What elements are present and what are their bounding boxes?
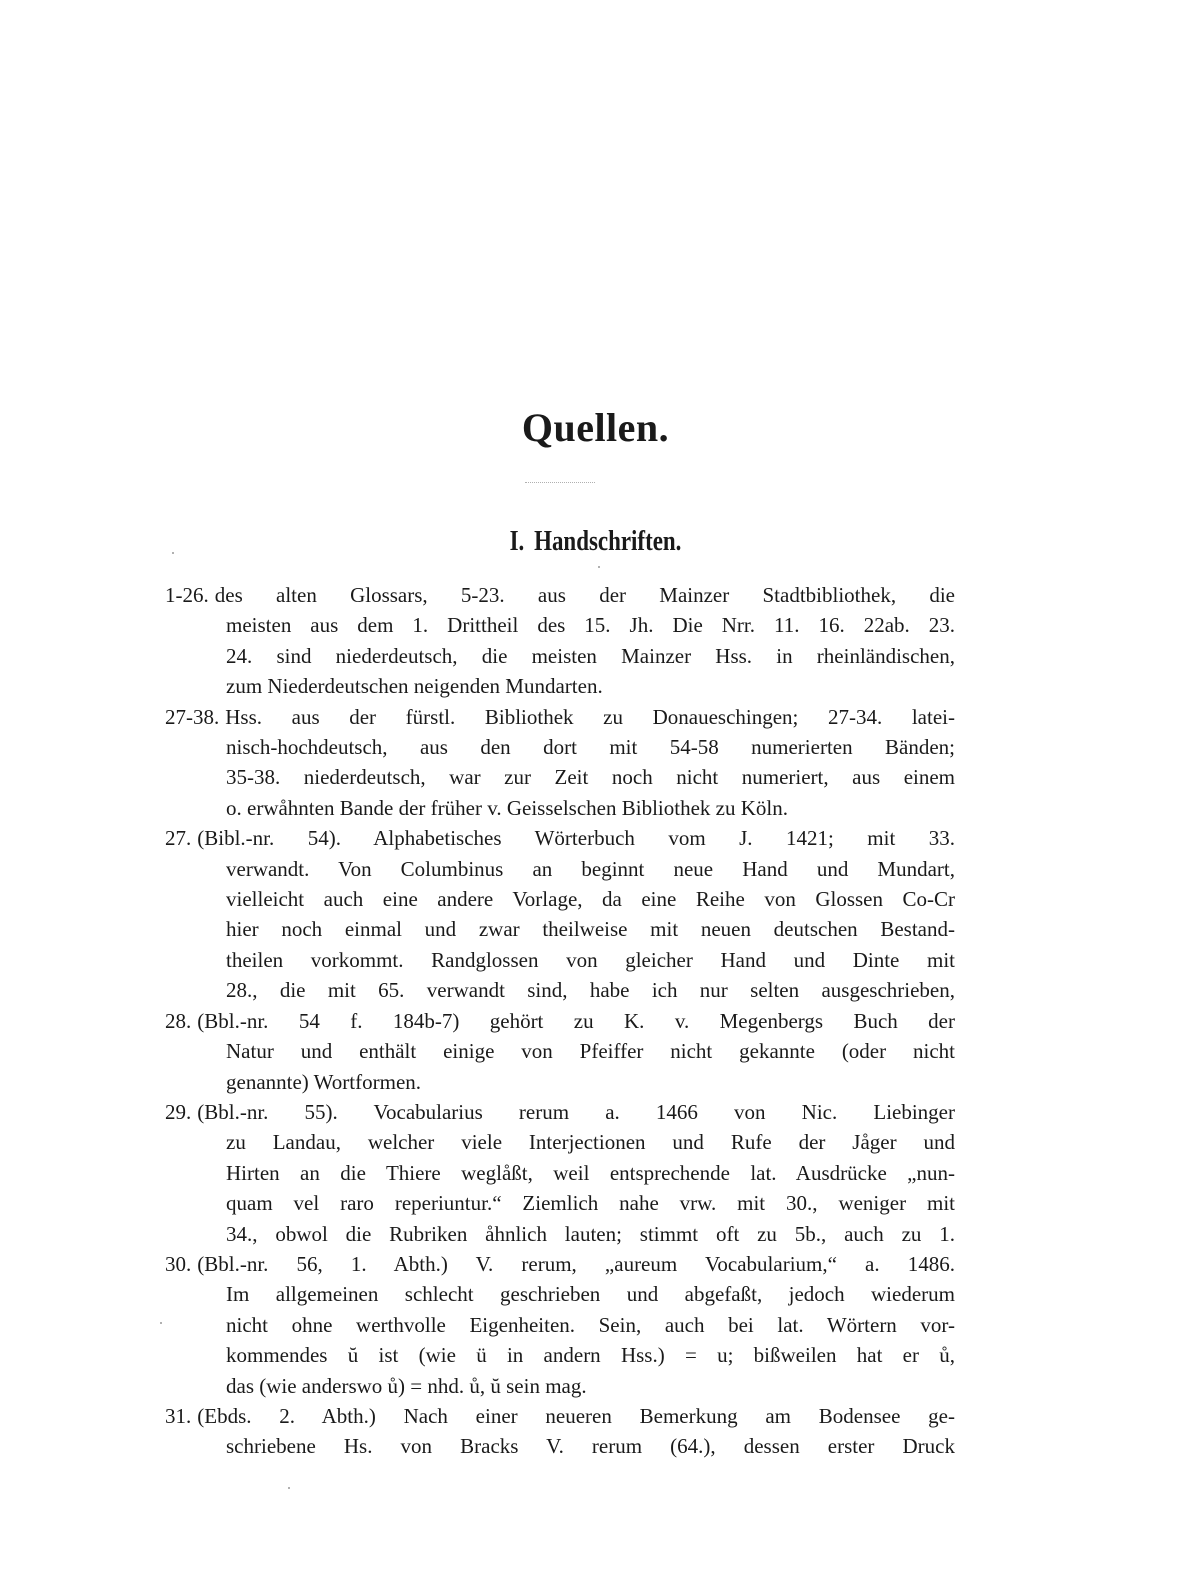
- entry-line: 31. (Ebds. 2. Abth.) Nach einer neueren Bemerkung am Bodensee ge-: [165, 1403, 955, 1428]
- entry-line: nisch-hochdeutsch, aus den dort mit 54-58 numerierten Bänden;: [226, 735, 955, 760]
- entry-number: 29.: [165, 1099, 192, 1124]
- entry-list: [165, 580, 955, 1462]
- entry-line: 27-38. Hss. aus der fürstl. Bibliothek zu Donaueschingen; 27-34. latei-: [165, 704, 955, 729]
- entry-line: 34., obwol die Rubriken åhnlich lauten; stimmt oft zu 5b., auch zu 1.: [226, 1221, 955, 1246]
- entry-number: 1-26.: [165, 583, 209, 607]
- entry-line: nicht ohne werthvolle Eigenheiten. Sein, auch bei lat. Wörtern vor-: [226, 1312, 955, 1337]
- entry: [165, 1097, 955, 1249]
- scan-speck: [288, 1487, 290, 1489]
- entry-line: vielleicht auch eine andere Vorlage, da eine Reihe von Glossen Co-Cr: [226, 887, 955, 912]
- entry-line: quam vel raro reperiuntur.“ Ziemlich nahe vrw. mit 30., weniger mit: [226, 1191, 955, 1216]
- entry-number: 30.: [165, 1251, 192, 1276]
- entry: [165, 580, 955, 702]
- scan-speck: [598, 566, 600, 568]
- entry-line: 24. sind niederdeutsch, die meisten Mainzer Hss. in rheinländischen,: [226, 643, 955, 668]
- section-title: Handschriften.: [534, 526, 682, 557]
- entry-line: 1-26. des alten Glossars, 5-23. aus der Mainzer Stadtbibliothek, die: [165, 583, 955, 607]
- entry-number: 27-38.: [165, 704, 220, 729]
- entry: [165, 823, 955, 1005]
- entry-line: theilen vorkommt. Randglossen von gleicher Hand und Dinte mit: [226, 947, 955, 972]
- entry-number: 28.: [165, 1008, 192, 1033]
- scan-speck: [160, 1322, 162, 1324]
- entry-line: meisten aus dem 1. Drittheil des 15. Jh. Die Nrr. 11. 16. 22ab. 23.: [226, 613, 955, 638]
- scan-speck: [172, 552, 174, 554]
- section-heading: [107, 526, 1084, 558]
- entry-line: Natur und enthält einige von Pfeiffer nicht gekannte (oder nicht: [226, 1039, 955, 1064]
- entry-line: 28. (Bbl.-nr. 54 f. 184b-7) gehört zu K. v. Megenbergs Buch der: [165, 1008, 955, 1033]
- entry-line: 28., die mit 65. verwandt sind, habe ich nur selten ausgeschrieben,: [226, 978, 955, 1003]
- entry-line: Hirten an die Thiere weglåßt, weil entsprechende lat. Ausdrücke „nun-: [226, 1160, 955, 1185]
- entry-line: schriebene Hs. von Bracks V. rerum (64.), dessen erster Druck: [226, 1434, 955, 1459]
- entry-line: hier noch einmal und zwar theilweise mit neuen deutschen Bestand-: [226, 917, 955, 942]
- entry: [165, 1006, 955, 1097]
- entry-line: o. erwåhnten Bande der früher v. Geisselschen Bibliothek zu Köln.: [226, 795, 788, 820]
- entry-line: verwandt. Von Columbinus an beginnt neue Hand und Mundart,: [226, 856, 955, 881]
- entry-line: 27. (Bibl.-nr. 54). Alphabetisches Wörterbuch vom J. 1421; mit 33.: [165, 826, 955, 851]
- entry-line: genannte) Wortformen.: [226, 1069, 422, 1094]
- entry: [165, 1401, 955, 1462]
- entry-line: zum Niederdeutschen neigenden Mundarten.: [226, 674, 603, 699]
- entry-number: 27.: [165, 826, 192, 851]
- entry-line: 35-38. niederdeutsch, war zur Zeit noch nicht numeriert, aus einem: [226, 765, 955, 790]
- section-number: I.: [509, 526, 525, 557]
- entry-line: 29. (Bbl.-nr. 55). Vocabularius rerum a. 1466 von Nic. Liebinger: [165, 1099, 955, 1124]
- title-divider: [525, 482, 595, 483]
- page-title: Quellen.: [521, 405, 670, 450]
- entry-number: 31.: [165, 1403, 192, 1428]
- entry-line: zu Landau, welcher viele Interjectionen und Rufe der Jåger und: [226, 1130, 955, 1155]
- entry-line: 30. (Bbl.-nr. 56, 1. Abth.) V. rerum, „aureum Vocabularium,“ a. 1486.: [165, 1251, 955, 1276]
- entry-line: kommendes ŭ ist (wie ü in andern Hss.) = u; bißweilen hat er ů,: [226, 1343, 955, 1368]
- entry-line: Im allgemeinen schlecht geschrieben und abgefaßt, jedoch wiederum: [226, 1282, 955, 1307]
- entry: [165, 702, 955, 824]
- entry-line: das (wie anderswo ů) = nhd. ů, ŭ sein mag.: [226, 1373, 587, 1398]
- entry: [165, 1249, 955, 1401]
